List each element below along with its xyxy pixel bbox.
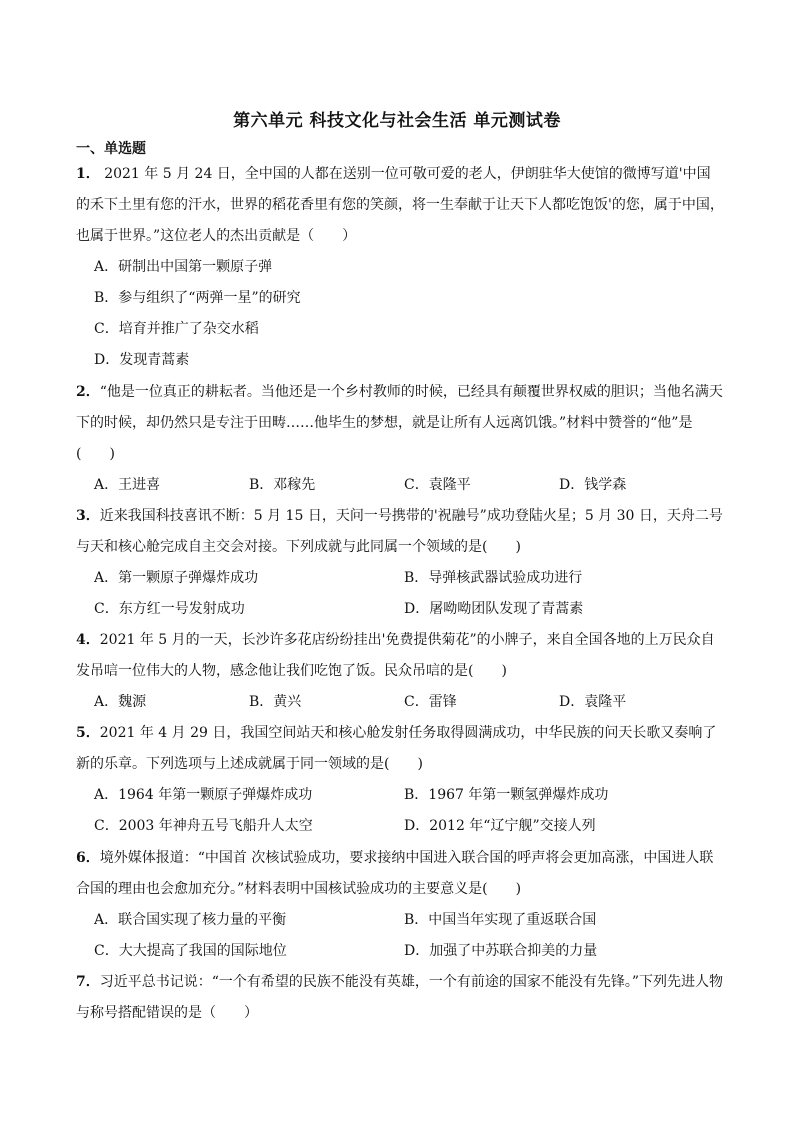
question-1 xyxy=(76,159,724,252)
question-number: 3． xyxy=(76,508,100,524)
question-number: 5． xyxy=(76,725,100,741)
section-heading: 一、单选题 xyxy=(76,141,146,157)
option-a[interactable]: A．联合国实现了核力量的平衡 xyxy=(94,912,287,928)
option-b[interactable]: B．中国当年实现了重返联合国 xyxy=(404,912,597,928)
question-5-options xyxy=(94,780,724,842)
option-b[interactable]: B．1967 年第一颗氢弹爆炸成功 xyxy=(404,787,609,803)
option-a[interactable]: A．第一颗原子弹爆炸成功 xyxy=(94,570,259,586)
option-a[interactable]: A．研制出中国第一颗原子弹 xyxy=(94,259,273,275)
question-number: 1． xyxy=(76,166,100,182)
question-4 xyxy=(76,625,724,687)
question-number: 4． xyxy=(76,632,100,648)
question-number: 2． xyxy=(76,384,100,400)
option-b[interactable]: B．参与组织了“两弹一星”的研究 xyxy=(94,290,301,306)
option-d[interactable]: D．加强了中苏联合抑美的力量 xyxy=(404,943,598,959)
question-6-options xyxy=(94,905,724,967)
question-number: 7． xyxy=(76,974,100,990)
question-stem: “他是一位真正的耕耘者。当他还是一个乡村教师的时候，已经具有颠覆世界权威的胆识；当他名满天下的时候，却仍然只是专注于田畴……他毕生的梦想，就是让所有人远离饥饿。”材料中赞誉的“他”是( ) xyxy=(76,384,723,462)
question-2 xyxy=(76,377,724,470)
option-a[interactable]: A．1964 年第一颗原子弹爆炸成功 xyxy=(94,787,313,803)
question-stem: 2021 年 5 月 24 日，全中国的人都在送别一位可敬可爱的老人，伊朗驻华大使馆的微博写道'中国的禾下土里有您的汗水，世界的稻花香里有您的笑颜，将一生奉献于让天下人都吃饱饭'的您，属于中国，也属于世界。”这位老人的杰出贡献是（ ） xyxy=(76,166,724,244)
option-c[interactable]: C．东方红一号发射成功 xyxy=(94,601,245,617)
option-d[interactable]: D．屠呦呦团队发现了青蒿素 xyxy=(404,601,584,617)
option-c[interactable]: C．培育并推广了杂交水稻 xyxy=(94,321,259,337)
question-7 xyxy=(76,967,724,1029)
question-stem: 习近平总书记说：“一个有希望的民族不能没有英雄，一个有前途的国家不能没有先锋。”下列先进人物与称号搭配错误的是（ ） xyxy=(76,974,724,1021)
question-stem: 近来我国科技喜讯不断：5 月 15 日，天问一号携带的'祝融号”成功登陆火星；5 月 30 日，天舟二号与天和核心舱完成自主交会对接。下列成就与此同属一个领域的是( ) xyxy=(76,508,723,555)
question-5 xyxy=(76,718,724,780)
option-d[interactable]: D．袁隆平 xyxy=(559,694,627,710)
option-c[interactable]: C．袁隆平 xyxy=(404,477,471,493)
question-4-options xyxy=(94,687,724,718)
option-a[interactable]: A．王进喜 xyxy=(94,477,161,493)
option-b[interactable]: B．导弹核武器试验成功进行 xyxy=(404,570,583,586)
page-title: 第六单元 科技文化与社会生活 单元测试卷 xyxy=(233,111,561,131)
option-c[interactable]: C．2003 年神舟五号飞船升人太空 xyxy=(94,818,313,834)
option-d[interactable]: D．发现青蒿素 xyxy=(94,352,190,368)
question-number: 6． xyxy=(76,850,100,866)
question-1-options xyxy=(94,252,724,376)
option-d[interactable]: D．2012 年“辽宁舰”交接人列 xyxy=(404,818,596,834)
question-stem: 2021 年 4 月 29 日，我国空间站天和核心舱发射任务取得圆满成功，中华民族的问天长歌又奏响了新的乐章。下列选项与上述成就属于同一领域的是( ) xyxy=(76,725,717,772)
question-2-options xyxy=(94,470,724,501)
option-b[interactable]: B．邓稼先 xyxy=(249,477,316,493)
question-3-options xyxy=(94,563,724,625)
question-6 xyxy=(76,843,724,905)
option-c[interactable]: C．雷锋 xyxy=(404,694,457,710)
option-a[interactable]: A．魏源 xyxy=(94,694,147,710)
question-stem: 2021 年 5 月的一天，长沙许多花店纷纷挂出'免费提供菊花”的小牌子，来自全国各地的上万民众自发吊唁一位伟大的人物，感念他让我们吃饱了饭。民众吊唁的是( ) xyxy=(76,632,715,679)
option-d[interactable]: D．钱学森 xyxy=(559,477,627,493)
question-3 xyxy=(76,501,724,563)
option-b[interactable]: B．黄兴 xyxy=(249,694,302,710)
option-c[interactable]: C．大大提高了我国的国际地位 xyxy=(94,943,287,959)
question-stem: 境外媒体报道：“中国首 次核试验成功，要求接纳中国进入联合国的呼声将会更加高涨，中国进人联合国的理由也会愈加充分。”材料表明中国核试验成功的主要意义是( ) xyxy=(76,850,714,897)
